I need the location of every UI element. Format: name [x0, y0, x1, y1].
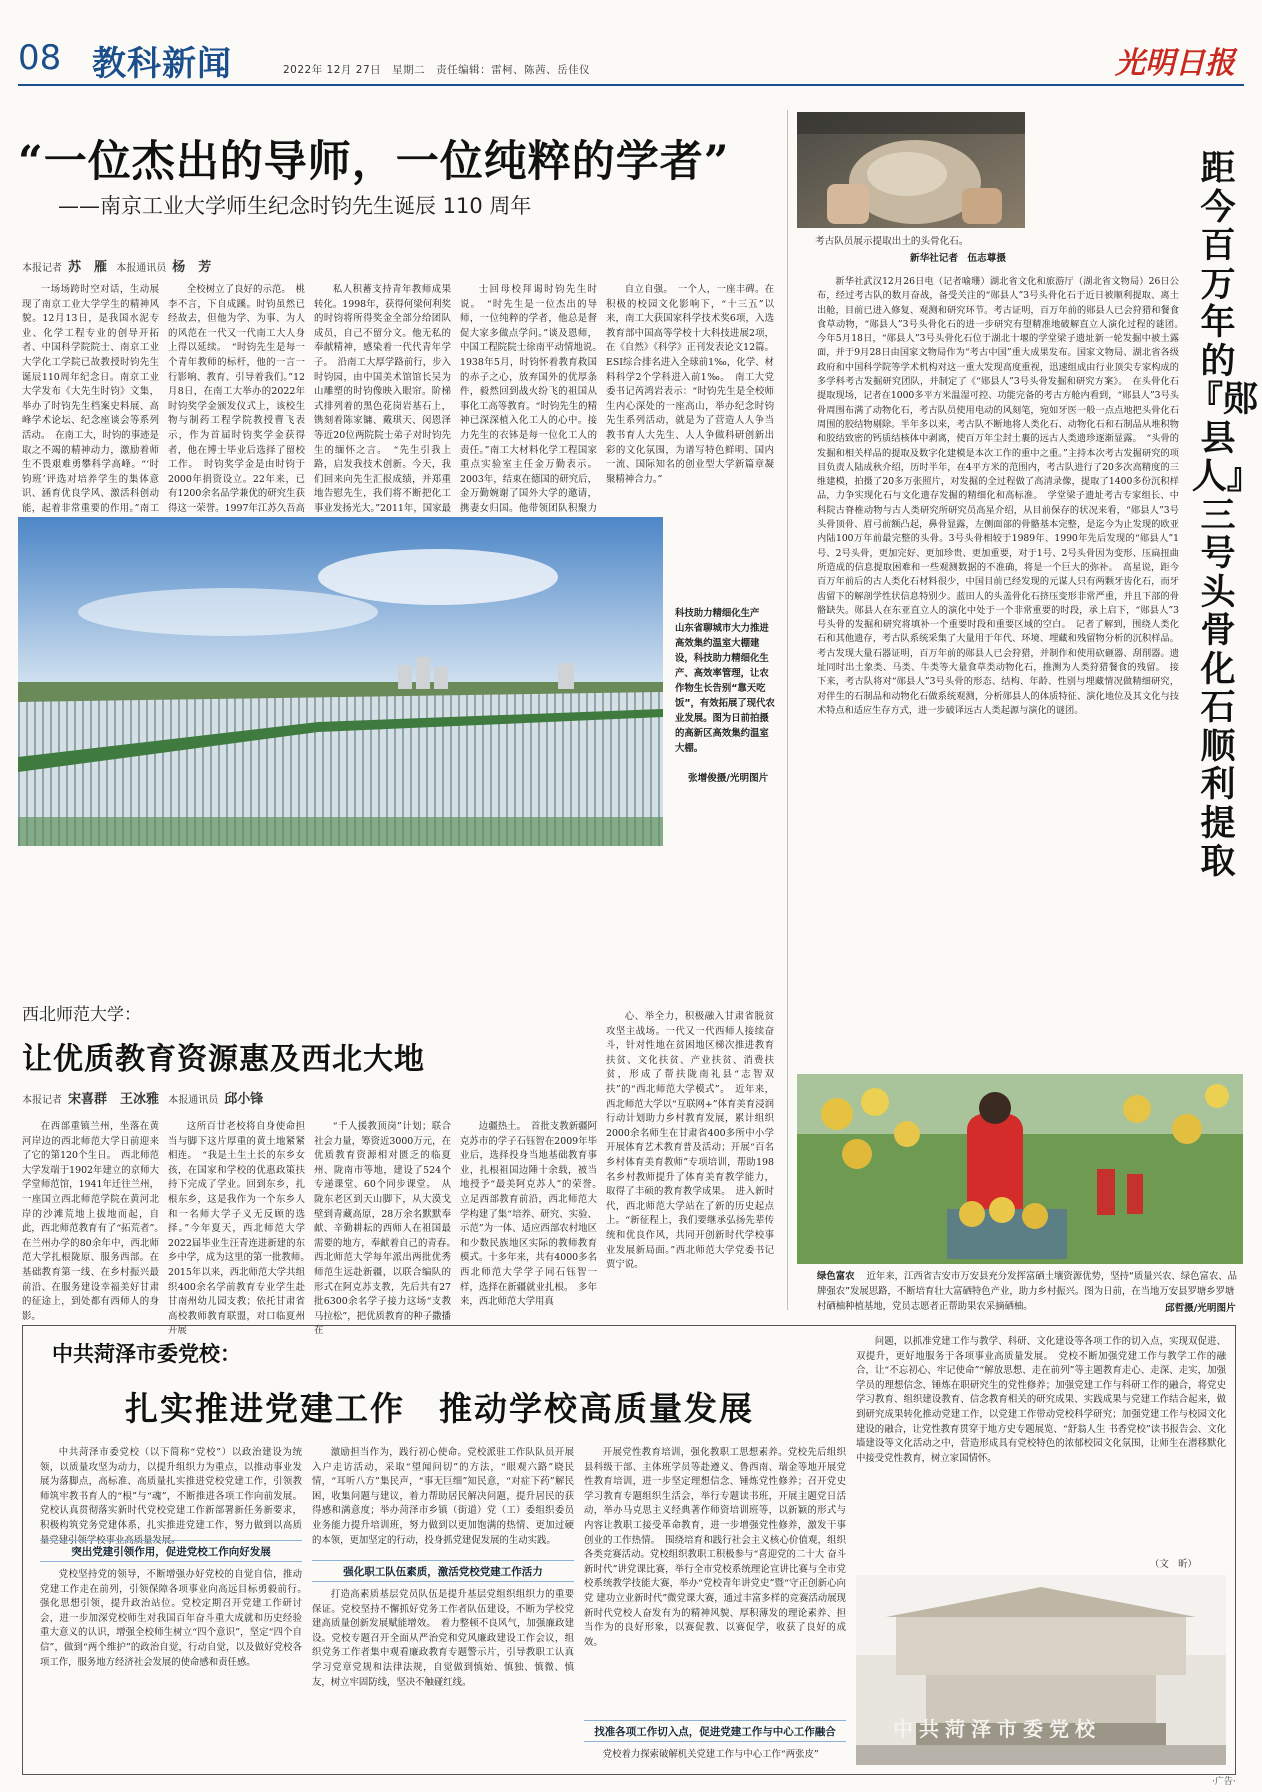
skull-photo-credit: 新华社记者 伍志尊摄: [910, 253, 1006, 264]
article1-col1: 一场场跨时空对话，生动展现了南京工业大学学生的精神风貌。12月13日，是我国水泥专业、化学工程专业的创导开拓者、中国科学院院士、南京工业大学化工学院已故教授时钧先生诞辰110周年纪念日。南京工业大学发布《大先生时钧》文集，举办了时钧先生档案史料展、高峰学术论坛、纪念座谈会等系列活动。 在南工大，时钧的事迹是取之不竭的精神动力，激励着师生不畏艰难勇攀科学高峰。“‘时钧班’评选对培养学生的集体意识、涵育优良学风、激活科创动能，起着非常重要的作用。”南工: [22, 284, 159, 514]
article2-col4: 边疆热土。 首批支教新疆阿克苏市的学子石钰智在2009年毕业后，选择投身当地基础教育事业，扎根祖国边陲十余载，被当地授予“最美阿克苏人”的荣誉。 立足西部教育前沿，西北师范大学构建了集“培养、研究、实验、示范”为一体、适应西部农村地区和少数民族地区实际的教师教育模式。十多年来，共有4000多名西北师范大学学子同石钰智一样，选择在新疆就业扎根。 多年来，西北师范大学用真: [460, 1121, 607, 1308]
article2-title: 让优质教育资源惠及西北大地: [22, 1042, 425, 1077]
masthead-logo: 光明日报: [1115, 46, 1235, 81]
advertisement-tag: ·广告·: [1212, 1777, 1236, 1787]
article3-col3-tail: 党校着力探索破解机关党建工作与中心工作“两张皮”: [602, 1749, 819, 1760]
article2-col2: 这所百廿老校将自身使命担当与脚下这片厚重的黄土地紧紧相连。 “我是土生土长的东乡女孩，在国家和学校的优惠政策扶持下完成了学业。回到东乡，扎根东乡，这是我作为一个东乡人和一名师大学子义无反顾的选择。”今年夏天，西北师范大学2022届毕业生汪青连进新建的东乡中学，成为这里的第一批教师。 2015年以来，西北师范大学共组织400余名学前教育专业学生赴甘南州幼儿园支教；依托甘肃省高校教师教育联盟，对口临夏州开展: [168, 1121, 315, 1337]
skull-fossil-photo: [797, 112, 1025, 228]
greenhouse-photo-caption: 科技助力精细化生产 山东省聊城市大力推进高效集约温室大棚建设，科技助力精细化生产、高效率管理，让农作物生长告别“靠天吃饭”，有效拓展了现代农业发展。图为日前拍摄的高新区高效集约温室大棚。: [675, 608, 775, 754]
article1-col5: 自立自强。 一个人，一座丰碑。在积极的校园文化影响下，“十三五”以来，南工大获国家科学技术奖6项，入选教育部中国高等学校十大科技进展2项，在《自然》《科学》正刊发表论文12篇。ESI综合排名进入全球前1‰，化学、材料科学2个学科进入前1‰。 南工大党委书记芮鸿岩表示：“时钧先生是全校师生内心深处的一座高山，举办纪念时钧先生系列活动，就是为了营造人人争当教书育人大先生、人人争做科研创新出彩的文化氛围，为谱写特色鲜明、国内一流、国际知名的创业型大学新篇章凝聚精神合力。”: [606, 284, 774, 485]
article3-title: 扎实推进党建工作 推动学校高质量发展: [125, 1389, 754, 1428]
article3-subhead2: 强化职工队伍素质，激活党校党建工作活力: [312, 1560, 574, 1582]
greenhouse-photo-credit: 张增俊摄/光明图片: [688, 773, 769, 784]
party-school-sign: 中共菏泽市委党校: [893, 1717, 1101, 1741]
article3-col3-body: 开展党性教育培训，强化教职工思想素养。党校先后组织县科级干部、主体班学员等赴遵义、鲁西南、瑞金等地开展党性教育培训，进一步坚定理想信念、锤炼党性修养；召开党史学习教育专题组织生活会，举行专题读书班，开展主题党日活动，举办马克思主义经典著作师资培训班等，以新颖的形式与内容让教职工接受革命教育，进一步增强党性修养，激发干事创业的工作热情。 围绕培育和践行社会主义核心价值观，组织各类竞赛活动。党校组织教职工积极参与“喜迎党的二十大 奋斗新时代”讲党课比赛，举行全市党校系统理论宣讲比赛与全市党校系统教学技能大赛，举办“党校青年讲党史”暨“守正创新心向党 建功立业新时代”微党课大赛，通过丰富多样的竞赛活动展现新时代党校人奋发有为的精神风貌、厚积薄发的理论素养、担当作为的良好形象，以赛促教、以赛促学，收获了良好的成效。: [584, 1447, 846, 1648]
article1-col2: 全校树立了良好的示范。 桃李不言，下自成蹊。时钧虽然已经故去，但他为学、为事、为人的风范在一代又一代南工大人身上得以延续。 “时钧先生是每一个青年教师的标杆，他的一言一行影响、教育、引导着我们。”12月8日，在南工大举办的2022年时钧奖学金颁发仪式上，该校生物与制药工程学院教授曹飞表示，作为首届时钧奖学金获得者，他在博士毕业后选择了留校工作。 时钧奖学金是由时钧于2000年捐资设立。22年来，已有1200余名品学兼优的研究生获得这一荣誉。1997年江苏久吾高: [168, 284, 305, 514]
article1-title: “一位杰出的导师，一位纯粹的学者”: [18, 137, 730, 187]
article1-col3: 私人积蓄支持青年教师成果转化。1998年，获得何梁何利奖的时钧将所得奖金全部分给团队成员，自己不留分文。他无私的奉献精神，感染着一代代青年学子。 沿南工大厚学路前行，步入时钧园，由中国美术馆馆长吴为山雕塑的时钧像映入眼帘。阶梯式排列着的黑色花岗岩基石上，镌刻着陈家镛、戴琪天、闵恩泽等近20位两院院士弟子对时钧先生的缅怀之言。 “先生引我上路，启发我技术创新。今天，我们回来向先生汇报成绩，并郑重地告慰先生，我们将不断把化工事业发扬光大。”2011年，国家最: [314, 284, 451, 514]
article3-subhead3: 找准各项工作切入点，促进党建工作与中心工作融合: [584, 1720, 846, 1742]
article3-col1-intro: 中共菏泽市委党校（以下简称“党校”）以政治建设为统领，以质量攻坚为动力，以提升组织力为重点，以推动事业发展为落脚点，高标准、高质量扎实推进党校党建工作，引领教师筑牢教书育人的“根”与“魂”，不断推进各项工作向前发展。党校认真贯彻落实新时代党校党建工作新部署新任务新要求，积极构筑党务党建体系，扎实推进党建工作，努力做到以高质量党建引领学校事业高质量发展。: [40, 1447, 302, 1546]
issue-meta: 2022年 12月 27日 星期二 责任编辑：雷柯、陈茜、岳佳仪: [283, 64, 591, 76]
pomelo-caption-text: 近年来，江西省吉安市万安县充分发挥富硒土壤资源优势，坚持“质量兴农、绿色富农、品牌强农”发展思路，不断培育壮大富硒特色产业，助力乡村振兴。图为日前，在当地万安县罗塘乡罗塘村硒柚种植基地，党员志愿者正帮助果农采摘硒柚。: [817, 1271, 1238, 1312]
article3-col1-body: 党校坚持党的领导，不断增强办好党校的自觉自信，推动党建工作走在前列，引领保障各项事业向高远目标勇毅前行。 强化思想引领，提升政治站位。党校定期召开党建工作研讨会，进一步加深党校师生对我国百年奋斗重大成就和历史经验重大意义的认识，增强全校师生树立“四个意识”，坚定“四个自信”，做到“两个维护”的政治自觉，行动自觉，以及做好党校各项工作，服务地方经济社会发展的使命感和责任感。: [40, 1569, 312, 1668]
article2-kicker: 西北师范大学：: [22, 1005, 141, 1025]
section-name: 教科新闻: [92, 44, 232, 84]
article1-subtitle: ——南京工业大学师生纪念时钧先生诞辰 110 周年: [58, 194, 532, 218]
article2-col5: 心、举全力，积极融入甘肃省脱贫攻坚主战场。一代又一代西师人接续奋斗，针对性地在贫困地区梯次推进教育扶贫、文化扶贫、产业扶贫、消费扶贫，形成了帮扶陇南礼县“志智双扶”的“西北师范大学模式”。 近年来，西北师范大学以“互联网+”体育美育浸润行动计划助力乡村教育发展，累计组织2000余名师生在甘肃省400多所中小学开展体育艺术教育普及活动；开展“百名乡村体育美育教师”专项培训，帮助198名乡村教师提升了体育美育教学能力，取得了丰硕的教育教学成果。 进入新时代，西北师范大学站在了新的历史起点上。“新征程上，我们要继承弘扬先辈传统和优良作风，共同开创新时代学校事业发展新局面。”西北师范大学党委书记贾宁说。: [606, 1011, 774, 1271]
pomelo-caption-title: 绿色富农: [817, 1271, 855, 1282]
skull-article-body: 新华社武汉12月26日电（记者喻珊）湖北省文化和旅游厅（湖北省文物局）26日公布，经过考古队的数月奋战，备受关注的“郧县人”3号头骨化石于近日被顺利提取、离土出舱，目前已进入修复、观测和研究环节。考古证明，百万年前的郧县人已会狩猎和餐食食草动物，“郧县人”3号头骨化石的进一步研究有望精准地破解直立人演化过程的谜团。 今年5月18日，“郧县人”3号头骨化石位于湖北十堰的学堂梁子遗址新一轮发掘中被土露面，并于9月28日由国家文物局作为“考古中国”重大成果发布。国家文物局、湖北省各级政府和中国科学院等学术机构对这一重大发现高度重视，迅速组成由行业顶尖专家构成的多学科考古发掘研究团队，并制定了《“郧县人”3号头骨发掘和研究方案》。 在头骨化石提取现场，记者在1000多平方米温湿可控、功能完备的考古方舱内看到，“郧县人”3号头骨周围布满了动物化石，考古队员使用电动的风刻笔，宛如牙医一般一点点地把头骨化石周围的胶结物剔除。半年多以来，考古队不断地将人类化石、动物化石和石制品从堆积物和胶结致密的钙质结核体中剥离，使百万年尘封土裹的远古人类遗珍逐渐显露。 “头骨的发掘和相关样品的提取及数字化建模是本次工作的重中之重。”主持本次考古发掘研究的项目负责人陆成秋介绍，历时半年，在4平方米的范围内，考古队进行了20多次高精度的三维建模，拍摄了20多万张照片，对发掘的全过程做了高清录像，提取了1400多份沉积样品，力争实现化石与文化遗存发掘的精细化和高标准。 学堂梁子遗址考古专家组长、中科院古脊椎动物与古人类研究所研究员高星介绍，从目前保存的状况来看，“郧县人”3号头骨顶骨、眉弓前额凸起，鼻骨显露，左侧面部的骨骼基本完整，是迄今为止发现的欧亚内陆100万年前最完整的头骨。3号头骨相较于1989年、1990年先后发现的“郧县人”1号、2号头骨，更加完好、更加珍贵、更加重要，对于1号、2号头骨因为变形、压扁扭曲所造成的信息提取困难和一些观测数据的不准确，将是一个巨大的弥补。 高星说，距今百万年前后的古人类化石材料很少，中国目前已经发现的元谋人只有两颗牙齿化石，而牙齿留下的解剖学性状信息特别少。蓝田人的头盖骨化石挤压变形非常严重，并且下部的骨骼缺失。郧县人在东亚直立人的演化中处于一个非常重要的时段，承上启下，“郧县人”3号头骨的发掘和研究将填补一个重要时段和重要区域的空白。 记者了解到，围绕人类化石和其他遗存，考古队系统采集了大量用于年代、环境、埋藏和残留物分析的沉积样品。考古发现大量石器证明，百万年前的郧县人已会狩猎，并制作和使用砍砸器、刮削器。遗址同时出土象类、马类、牛类等大量食草类动物化石，推测为人类狩猎餐食的残留。 接下来，考古队将对“郧县人”3号头骨的形态、结构、年龄、性别与埋藏情况做精细研究，对伴生的石制品和动物化石做系统观测，分析郧县人的体质特征、演化地位及其文化与技术特点和适应生存方式，进一步破译远古人类起源与演化的谜团。: [817, 276, 1189, 716]
article1-byline: 本报记者 苏 雁 本报通讯员 杨 芳: [22, 260, 212, 275]
article3-col4-body: 问题，以抓准党建工作与教学、科研、文化建设等各项工作的切入点，实现双促进、双提升，更好地服务于各项事业高质量发展。 党校不断加强党建工作与教学工作的融合，让“不忘初心、牢记使命”“解放思想、走在前列”等主题教育走心、走深、走实，加强学员的理想信念、锤炼在职研究生的党性修养；加强党建工作与科研工作的融合，将党史学习教育、组织建设教育、信念教育相关的研究成果、实践成果与党建工作结合起来，做到研究成果转化推动党建工作，以党建工作带动党校科学研究；加强党建工作与校园文化建设的融合，让党性教育贯穿于地方史专题展览、“舒翁人生 书香党校”读书报告会、文化墙建设等文化活动之中，营造形成具有党校特色的浓郁校园文化氛围，让师生在潜移默化中接受党性教育，树立家国情怀。: [856, 1336, 1226, 1464]
article3-col2-intro: 激励担当作为，践行初心使命。党校派驻工作队队员开展入户走访活动，采取“望闻问切”的方法，“眼观六路”晓民情，“耳听八方”集民声，“事无巨细”知民意，“对症下药”解民困，收集问题与建议，着力帮助居民解决问题，提升居民的获得感和满意度；举办菏泽市乡镇（街道）党（工）委组织委员业务能力提升培训班，努力做到以更加饱满的热情、更加过硬的本领，更加坚定的行动，投身抓党建促发展的生动实践。: [312, 1447, 574, 1546]
greenhouse-photo: [18, 517, 663, 846]
article3-subhead1: 突出党建引领作用，促进党校工作向好发展: [40, 1540, 302, 1562]
article3-author: （文 昕）: [1150, 1559, 1197, 1570]
header-rule: [18, 84, 1244, 86]
article3-col2-body: 打造高素质基层党员队伍是提升基层党组织组织力的重要保证。党校坚持不懈抓好党务工作者队伍建设，不断为学校党建高质量创新发展赋能增效。 着力整顿不良风气，加强廉政建设。党校专题召开全面从严治党和党风廉政建设工作会议，组织党务工作者集中观看廉政教育专题警示片，引导教职工认真学习党章党规和法律法规，自觉做到慎始、慎独、慎微、慎友，树立牢固防线，坚决不触碰红线。: [312, 1589, 574, 1688]
article2-col1: 在西部重镇兰州，坐落在黄河岸边的西北师范大学日前迎来了它的第120个生日。 西北师范大学发端于1902年建立的京师大学堂师范馆，1941年迁往兰州，一座国立西北师范学院在黄河北岸的沙滩荒地上拔地而起，自此，西北师范教育有了“拓荒者”。 在兰州办学的80余年中，西北师范大学扎根陇原、服务西部。在基础教育第一线、在乡村振兴最前沿、在服务建设幸福美好甘肃的征途上，到处都有西师人的身影。: [22, 1121, 169, 1322]
skull-article-title: 距今百万年的『郧县人』三号头骨化石顺利提取: [1188, 148, 1259, 882]
article1-col4: 士回母校拜谒时钧先生时说。 “时先生是一位杰出的导师，一位纯粹的学者，他总是督促大家多做点学问。”谈及恩师，中国工程院院士徐南平动情地说。 1938年5月，时钧怀着教育救国的赤子之心，放弃国外的优厚条件，毅然回到战火纷飞的祖国从事化工高等教育。“时钧先生的精神已深深植入化工人的心中。接力先生的衣钵是每一位化工人的责任。”南工大材料化学工程国家重点实验室主任金万勤表示。2003年，结束在德国的研究后，金万勤婉谢了国外大学的邀请，携妻女归国。他带领团队积聚力: [460, 284, 597, 514]
page-number: 08: [18, 38, 62, 78]
right-column-divider: [787, 110, 788, 1310]
article2-byline: 本报记者 宋喜群 王冰雅 本报通讯员 邱小锋: [22, 1092, 264, 1107]
article3-kicker: 中共菏泽市委党校：: [52, 1342, 241, 1366]
article2-col3: “千人援教顶岗”计划；联合社会力量，筹资近3000万元，在优质教育资源相对匮乏的临夏州、陇南市等地，建设了524个专递课堂、60个同步课堂。 从陇东老区到天山脚下，从大漠戈壁到青藏高原，28万余名默默奉献、辛勤耕耘的西师人在祖国最需要的地方，奉献着自己的青春。 西北师范大学每年派出两批优秀师范生远赴新疆，以联合编队的形式在阿克苏支教，先后共有27批6300余名学子接力这场“支教马拉松”，把优质教育的种子撒播在: [314, 1121, 461, 1337]
pomelo-photo-credit: 邱哲摄/光明图片: [1165, 1303, 1236, 1314]
pomelo-harvest-photo: [797, 1074, 1243, 1264]
skull-photo-caption: 考古队员展示提取出土的头骨化石。: [815, 236, 969, 247]
